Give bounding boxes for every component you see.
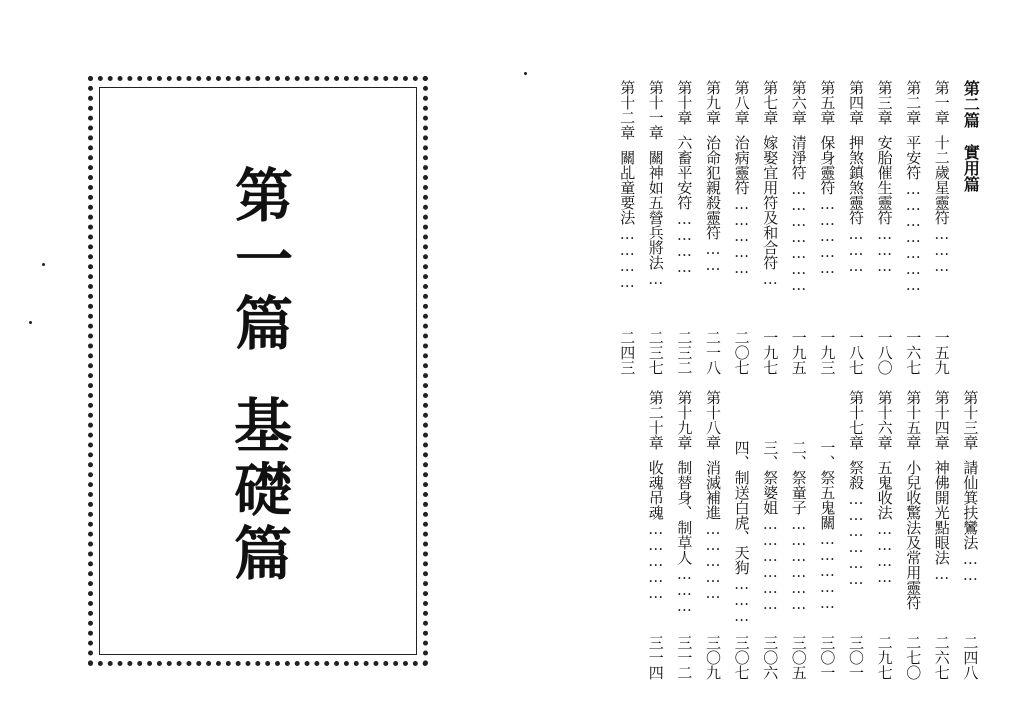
toc-leader-dots: ………………… [789,180,808,292]
toc-heading-text: 第二篇 實用篇 [961,80,981,192]
toc-entry [956,390,984,582]
toc-chapter-title: 神佛開光點眼法 [932,460,951,565]
toc-leader-dots: …………… [818,195,837,275]
toc-entry [842,390,870,586]
toc-chapter-number: 第十三章 [961,390,980,450]
toc-page-number: 三〇五 [789,635,808,680]
toc-chapter-title: 安胎催生靈符 [875,135,894,225]
toc-chapter-number: 第十四章 [932,390,951,450]
toc-chapter-title: 請仙箕扶鸞法 [961,460,980,550]
toc-chapter-number: 第六章 [789,80,808,125]
toc-leader-dots: …………… [704,520,722,600]
toc-chapter-title: 清淨符 [789,135,808,180]
toc-leader-dots: …………… [646,520,665,600]
toc-chapter-title: 關神如五營兵將法 [646,150,665,270]
toc-leader-dots: ……………… [847,490,865,586]
toc-page-number: 一九三 [818,330,837,375]
toc-chapter-number: 第二十章 [646,390,665,450]
toc-entry [728,420,756,623]
toc-page-number: 三〇一 [847,635,865,680]
toc-chapter-number: 第十一章 [646,80,665,140]
toc-chapter-number: 第四章 [847,80,865,125]
toc-chapter-number: 第二章 [904,80,923,125]
toc-page-number: 二六七 [932,635,951,680]
toc-page-number: 二七〇 [904,635,923,680]
toc-page-number: 一八〇 [875,330,894,375]
toc-chapter-title: 十二歲星靈符 [932,135,951,225]
toc-chapter-title: 關乩童要法 [618,150,637,225]
part-title-line2: 基礎篇 [224,395,292,587]
toc-chapter-number: 第五章 [818,80,837,125]
toc-page-number: 三〇一 [818,635,837,680]
scan-speck [524,72,527,75]
toc-leader-dots: ……… [875,225,894,273]
toc-chapter-number: 第十九章 [675,390,694,450]
toc-entry [813,80,841,275]
toc-leader-dots: ………… [618,225,637,289]
toc-chapter-title: 治命犯親殺靈符 [704,135,722,240]
toc-leader-dots: … [646,270,665,286]
toc-chapter-number: 第八章 [732,80,751,125]
toc-page-number: 二一八 [704,330,722,375]
toc-chapter-title: 五鬼收法 [875,460,894,520]
toc-leader-dots: … [932,565,951,581]
toc-entry [699,390,727,600]
toc-chapter-number: 第十二章 [618,80,637,140]
toc-leader-dots: ……… [732,575,751,623]
toc-chapter-title: 消滅補進 [704,460,722,520]
toc-chapter-number: 第十七章 [847,390,865,450]
toc-chapter-title: 保身靈符 [818,135,837,195]
toc-page-number: 一八七 [847,330,865,375]
toc-leader-dots: …… [704,240,722,272]
toc-page-number: 三一二 [675,635,694,680]
toc-page-number: 二九七 [875,635,894,680]
toc-page-number: 一五九 [932,330,951,375]
toc-chapter-number: 第十五章 [904,390,923,450]
toc-chapter-title: 小兒收驚法及常用靈符 [904,460,923,610]
toc-entry [728,80,756,275]
scan-speck [42,263,45,266]
toc-entry [699,80,727,272]
toc-leader-dots: ……… [932,225,951,273]
toc-chapter-number: 第三章 [875,80,894,125]
toc-entry [642,80,670,286]
toc-page-number: 二四三 [618,330,637,375]
toc-leader-dots: ……………… [761,515,780,611]
toc-page-number: 二三二 [675,330,694,375]
toc-chapter-number: 第十章 [675,80,694,125]
toc-heading [956,80,984,192]
toc-entry [871,390,899,584]
toc-entry [928,80,956,273]
scan-speck [29,321,32,324]
toc-entry [670,80,698,274]
toc-entry [928,390,956,581]
toc-leader-dots: ………………… [904,180,923,292]
toc-entry [642,390,670,600]
toc-chapter-number: 第一章 [932,80,951,125]
toc-entry [871,80,899,273]
toc-leader-dots: … [761,270,780,286]
toc-chapter-title: 嫁娶宜用符及和合符 [761,135,780,270]
toc-page-number: 三一四 [646,635,665,680]
toc-leader-dots: ……… [675,565,694,613]
toc-leader-dots: …… [961,550,980,582]
toc-entry [785,80,813,292]
toc-leader-dots: ……… [847,225,865,273]
toc-entry [756,420,784,611]
toc-entry [785,420,813,611]
toc-chapter-title: 收魂吊魂 [646,460,665,520]
toc-chapter-title: 祭殺 [847,460,865,490]
toc-chapter-title: 六畜平安符 [675,135,694,210]
toc-chapter-title: 治病靈符 [732,135,751,195]
toc-page-number: 二三七 [646,330,665,375]
toc-entry [613,80,641,289]
toc-leader-dots: …………… [818,530,837,610]
toc-page-number: 二〇七 [732,330,751,375]
toc-chapter-title: 制替身、制草人 [675,460,694,565]
toc-leader-dots: ………… [875,520,894,584]
toc-page-number: 三〇七 [732,635,751,680]
toc-chapter-title: 押煞鎮煞靈符 [847,135,865,225]
toc-entry [756,80,784,286]
toc-chapter-title: 平安符 [904,135,923,180]
toc-page-number: 一六七 [904,330,923,375]
toc-page-number: 一九七 [761,330,780,375]
toc-page-number: 一九五 [789,330,808,375]
toc-chapter-title: 二、祭童子 [789,440,808,515]
toc-entry [813,420,841,610]
toc-leader-dots: …………… [732,195,751,275]
toc-chapter-number: 第七章 [761,80,780,125]
toc-page-number: 二四八 [961,635,980,680]
toc-chapter-title: 四、制送白虎、天狗 [732,440,751,575]
toc-leader-dots: ………… [675,210,694,274]
toc-entry [842,80,870,273]
table-of-contents [585,68,985,708]
part-title-line1: 第一篇 [225,165,293,357]
toc-chapter-title: 一、祭五鬼關 [818,440,837,530]
toc-leader-dots: ……………… [789,515,808,611]
toc-page-number: 三〇六 [761,635,780,680]
toc-chapter-title: 三、祭婆姐 [761,440,780,515]
toc-chapter-number: 第九章 [704,80,722,125]
toc-entry [899,80,927,292]
toc-chapter-number: 第十八章 [704,390,722,450]
toc-entry [899,390,927,610]
toc-chapter-number: 第十六章 [875,390,894,450]
toc-entry [670,390,698,613]
toc-page-number: 三〇九 [704,635,722,680]
